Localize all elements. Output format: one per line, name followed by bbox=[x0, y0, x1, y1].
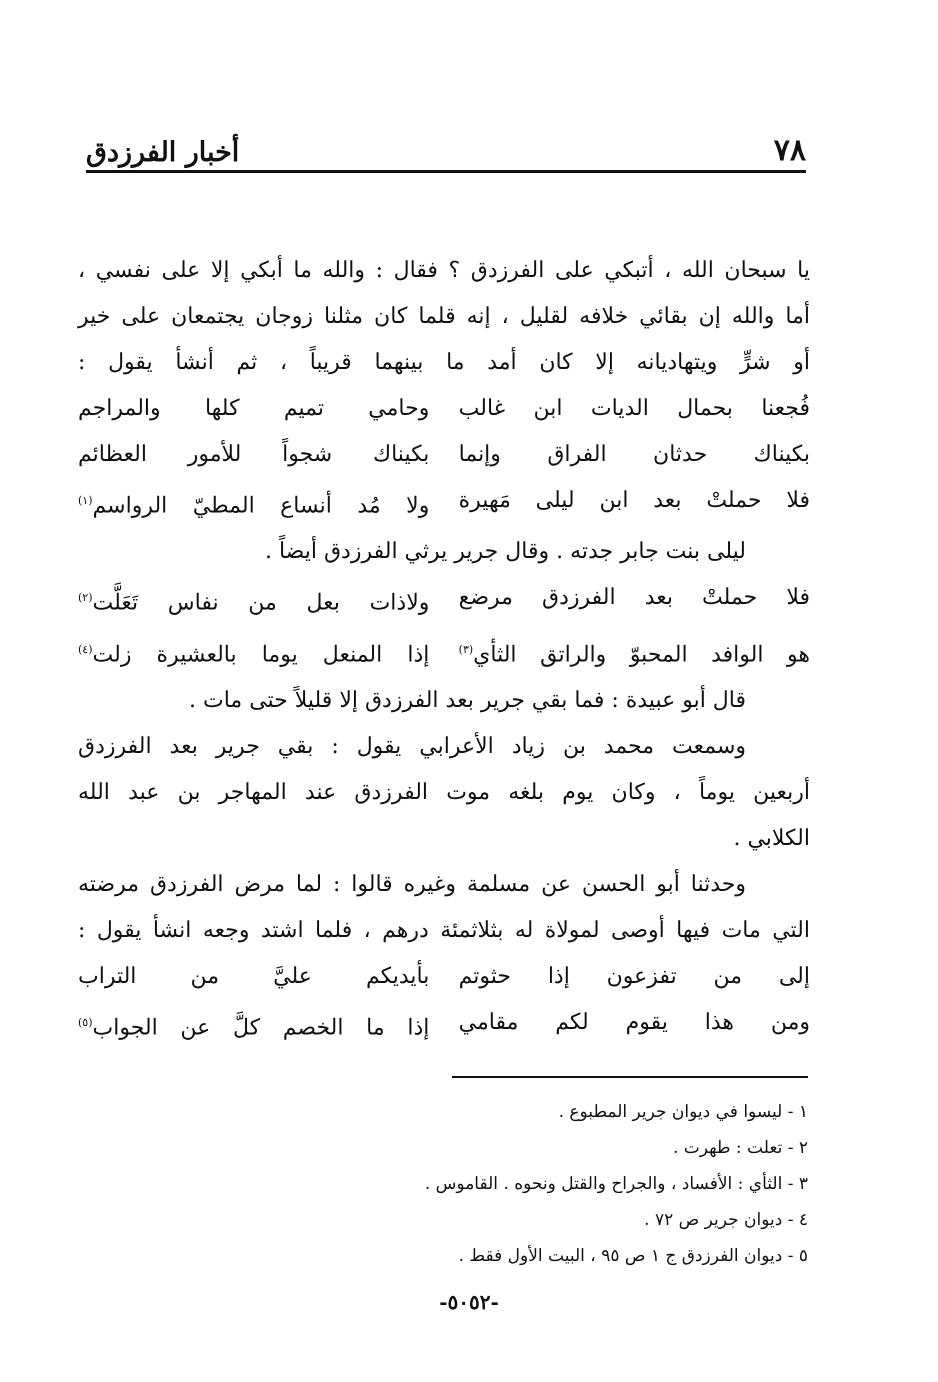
verse-text: إذا ما الخصم كلَّ عن الجواب bbox=[92, 1015, 430, 1041]
verse-text: ولاذات بعل من نفاس تَعَلَّت bbox=[92, 590, 430, 616]
verse-second-hemistich: بأيديكم عليَّ من التراب bbox=[78, 963, 430, 989]
footnote: ٥ - ديوان الفرزدق ج ١ ص ٩٥ ، البيت الأول فقط . bbox=[458, 1246, 808, 1266]
paragraph-line: قال أبو عبيدة : فما بقي جرير بعد الفرزدق إلا قليلاً حتى مات . bbox=[189, 687, 746, 713]
verse-first-hemistich: فلا حملتْ بعد الفرزدق مرضع bbox=[458, 585, 810, 611]
paragraph-line: الكلابي . bbox=[733, 825, 810, 851]
verse-first-hemistich bbox=[459, 627, 810, 678]
paragraph-line: أما والله إن بقائي خلافه لقليل ، إنه قلما كان مثلنا زوجان يجتمعان على خير bbox=[78, 304, 810, 329]
footnotes bbox=[300, 1094, 808, 1274]
verse-first-hemistich: فلا حملتْ بعد ابن ليلى مَهيرة bbox=[458, 488, 810, 513]
verse-line bbox=[78, 478, 810, 529]
paragraph-line: وحدثنا أبو الحسن عن مسلمة وغيره قالوا : لما مرض الفرزدق مرضته bbox=[78, 871, 746, 897]
footnote: ٤ - ديوان جرير ص ٧٢ . bbox=[644, 1210, 808, 1230]
footnote: ١ - ليسوا في ديوان جرير المطبوع . bbox=[558, 1102, 808, 1122]
verse-second-hemistich bbox=[78, 627, 429, 678]
verse-text: ولا مُد أنساع المطيّ الرواسم bbox=[92, 493, 430, 519]
header-rule bbox=[86, 170, 806, 173]
verse-line bbox=[78, 954, 810, 1000]
verse-second-hemistich bbox=[78, 478, 429, 529]
verse-first-hemistich: ومن هذا يقوم لكم مقامي bbox=[458, 1009, 810, 1035]
page-header bbox=[86, 118, 806, 168]
verse-text: إذا المنعل يوما بالعشيرة زلت bbox=[92, 641, 430, 667]
main-text bbox=[78, 248, 810, 1051]
verse-second-hemistich bbox=[78, 575, 429, 626]
verse-line bbox=[78, 432, 810, 478]
paragraph-line: التي مات فيها أوصى لمولاة له بثلاثمئة درهم ، فلما اشتد وجعه انشأ يقول : bbox=[78, 917, 810, 943]
paragraph-line: وسمعت محمد بن زياد الأعرابي يقول : بقي جرير بعد الفرزدق bbox=[78, 733, 746, 759]
footnote-marker: (٤) bbox=[78, 642, 93, 656]
verse-line bbox=[78, 386, 810, 432]
verse-line bbox=[78, 575, 810, 626]
footnote: ٢ - تعلت : طهرت . bbox=[672, 1138, 808, 1158]
verse-line bbox=[78, 1000, 810, 1051]
paragraph-line: أو شرٍّ ويتهاديانه إلا كان أمد ما بينهما قريباً ، ثم أنشأ يقول : bbox=[78, 350, 810, 375]
verse-second-hemistich: وحامي تميم كلها والمراجم bbox=[78, 396, 430, 421]
running-title: أخبار الفرزدق bbox=[86, 137, 240, 168]
paragraph-line: ليلى بنت جابر جدته . وقال جرير يرثي الفرزدق أيضاً . bbox=[264, 539, 746, 565]
footnote: ٣ - الثأي : الأفساد ، والجراح والقتل ونحوه . القاموس . bbox=[424, 1174, 808, 1194]
verse-second-hemistich: بكيناك شجواً للأمور العظائم bbox=[78, 442, 430, 467]
verse-second-hemistich bbox=[78, 1000, 429, 1051]
verse-text: هو الوافد المحبوّ والراتق الثأي bbox=[473, 641, 810, 667]
sequence-number: -٥٠٥٢- bbox=[439, 1290, 499, 1314]
footnote-rule bbox=[452, 1076, 808, 1078]
footnote-marker: (٣) bbox=[458, 642, 474, 656]
footnote-marker: (٥) bbox=[78, 1015, 93, 1029]
footnote-marker: (١) bbox=[78, 494, 93, 507]
paragraph-line: أربعين يوماً ، وكان يوم بلغه موت الفرزدق عند المهاجر بن عبد الله bbox=[78, 779, 810, 805]
verse-first-hemistich: فُجعنا بحمال الديات ابن غالب bbox=[458, 396, 810, 421]
verse-line bbox=[78, 627, 810, 678]
paragraph-line: يا سبحان الله ، أتبكي على الفرزدق ؟ فقال : والله ما أبكي إلا على نفسي ، bbox=[78, 258, 810, 283]
footnote-marker: (٢) bbox=[78, 591, 93, 605]
verse-first-hemistich: بكيناك حدثان الفراق وإنما bbox=[458, 442, 810, 467]
page-number: ٧٨ bbox=[773, 133, 806, 168]
verse-first-hemistich: إلى من تفزعون إذا حثوتم bbox=[458, 963, 810, 989]
